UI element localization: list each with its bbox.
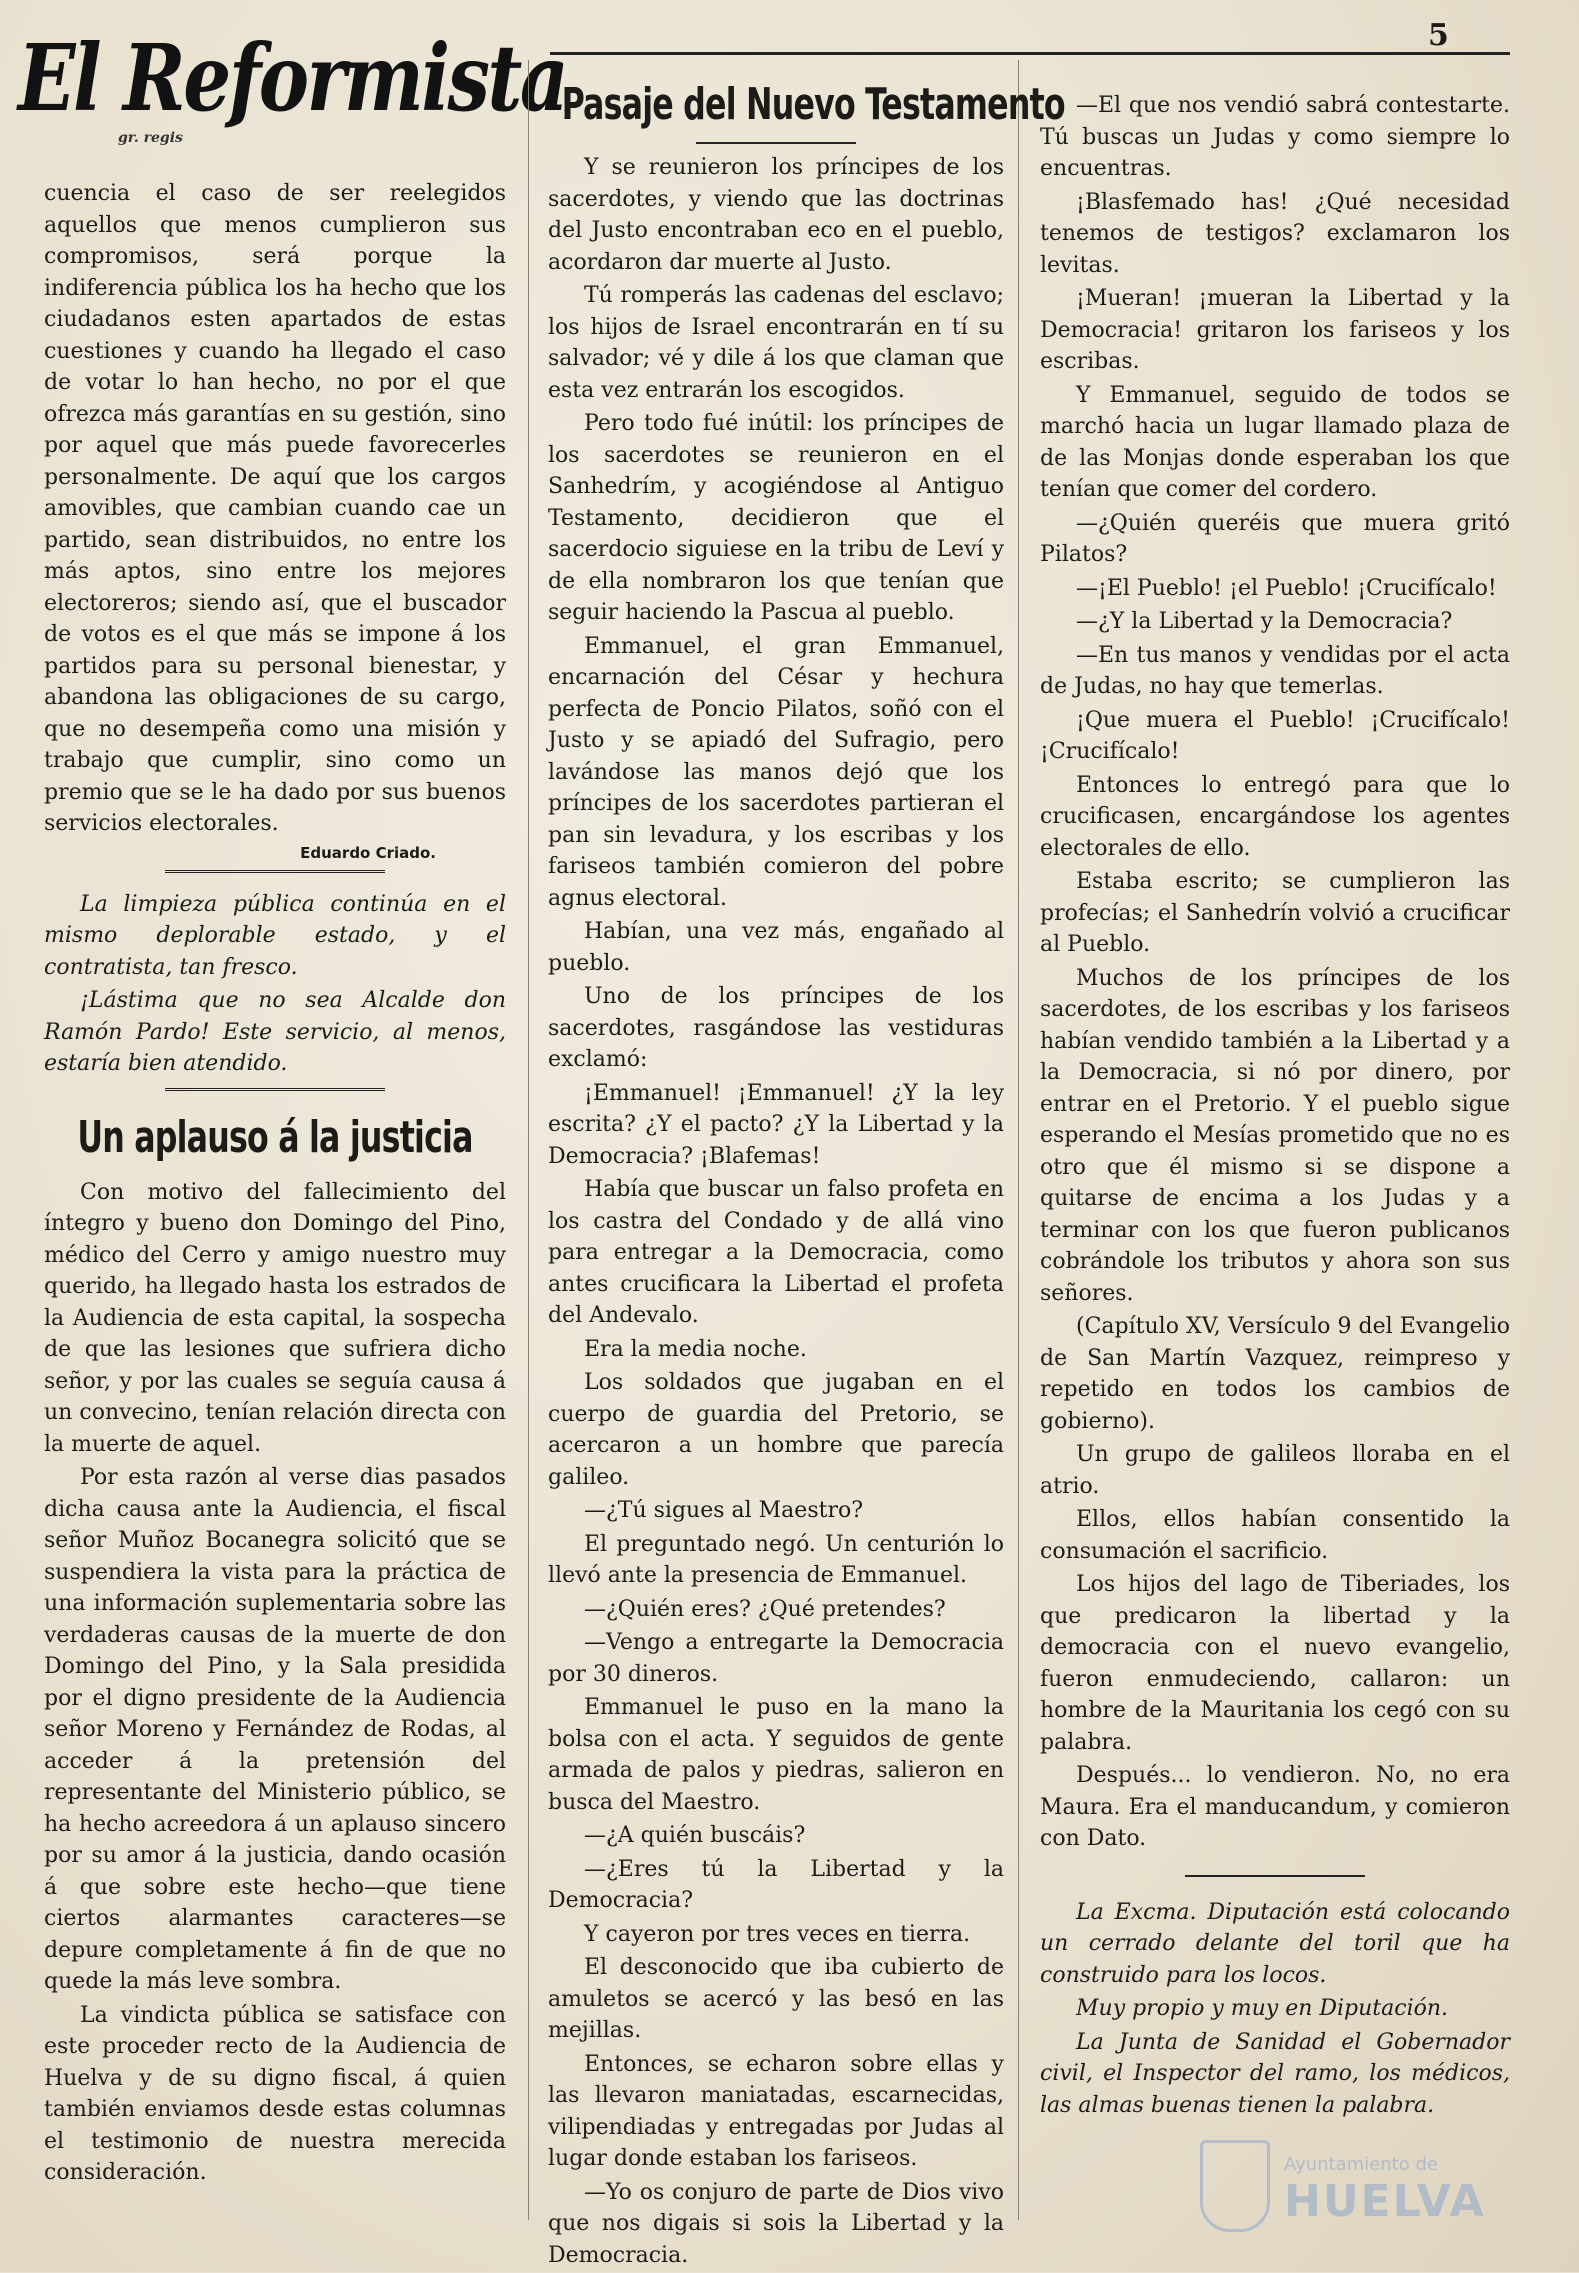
paragraph: Y Emmanuel, seguido de todos se marchó hacia un lugar llamado plaza de de las Monjas donde esperaban los que tenían que comer del cordero. bbox=[1040, 382, 1510, 502]
column-divider-2 bbox=[1018, 60, 1019, 2220]
coat-of-arms-icon bbox=[1200, 2140, 1270, 2232]
note-paragraph: La limpieza pública continúa en el mismo deplorable estado, y el contratista, tan fresco. bbox=[44, 891, 506, 980]
paragraph: Emmanuel le puso en la mano la bolsa con el acta. Y seguidos de gente armada de palos y piedras, salieron en busca del Maestro. bbox=[548, 1695, 1004, 1815]
section-rule bbox=[1185, 1875, 1365, 1877]
masthead bbox=[18, 18, 567, 168]
note-paragraph: ¡Lástima que no sea Alcalde don Ramón Pardo! Este servicio, al menos, estaría bien atendido. bbox=[44, 988, 506, 1076]
paragraph: —Yo os conjuro de parte de Dios vivo que nos digais si sois la Libertad y la Democracia. bbox=[548, 2179, 1004, 2268]
masthead-logo: El Reformista bbox=[18, 24, 567, 132]
paragraph: —¿Quién eres? ¿Qué pretendes? bbox=[584, 1596, 946, 1622]
column-3 bbox=[1040, 90, 1510, 2123]
note-paragraph: La Excma. Diputación está colocando un cerrado delante del toril que ha construido para los locos. bbox=[1040, 1899, 1510, 1988]
headline-aplauso: Un aplauso á la justicia bbox=[77, 1111, 473, 1163]
column-2 bbox=[548, 78, 1065, 2273]
signature: Eduardo Criado. bbox=[300, 843, 436, 862]
paragraph: Uno de los príncipes de los sacerdotes, rasgándose las vestiduras exclamó: bbox=[548, 984, 1004, 1072]
paragraph: Emmanuel, el gran Emmanuel, encarnación del César y hechura perfecta de Poncio Pilatos, soñó con el Justo y se apiadó del Sufragio, pero lavándose las manos dejó que los príncipes de los sacerdotes partieran el pan sin levadura, y los escribas y los fariseos también comieron del pobre agnus electoral. bbox=[548, 633, 1004, 911]
paragraph: ¡Que muera el Pueblo! ¡Crucifícalo! ¡Crucifícalo! bbox=[1040, 707, 1510, 764]
paragraph: cuencia el caso de ser reelegidos aquellos que menos cumplieron sus compromisos, será porque la indiferencia pública los ha hecho que los ciudadanos esten apartados de estas cuestiones y cuando ha llegado el caso de votar lo han hecho, no por el que ofrezca más garantías en su gestión, sino por aquel que más puede favorecerles personalmente. De aquí que los cargos amovibles, que cambian cuando cae un partido, sean distribuidos, no entre los más aptos, sino entre los mejores electoreros; siendo así, que el buscador de votos es el que más se impone á los partidos para su personal bienestar, y abandona las obligaciones de su cargo, que no desempeña como una misión y trabajo que cumplir, sino como un premio que se le ha dado por sus buenos servicios electorales. bbox=[44, 181, 506, 836]
note-paragraph: Muy propio y muy en Diputación. bbox=[1076, 1996, 1449, 2021]
paragraph: —¿Eres tú la Libertad y la Democracia? bbox=[548, 1856, 1004, 1913]
column-divider-1 bbox=[528, 60, 529, 2220]
paragraph: Después... lo vendieron. No, no era Maura. Era el manducandum, y comieron con Dato. bbox=[1040, 1763, 1510, 1851]
paragraph: Un grupo de galileos lloraba en el atrio. bbox=[1040, 1442, 1510, 1499]
paragraph: —¿Tú sigues al Maestro? bbox=[584, 1498, 864, 1523]
paragraph: —¿A quién buscáis? bbox=[584, 1823, 806, 1848]
col3-paragraphs bbox=[1040, 90, 1510, 1855]
paragraph: —El que nos vendió sabrá contestarte. Tú buscas un Judas y como siempre lo encuentras. bbox=[1040, 93, 1510, 181]
paragraph: Estaba escrito; se cumplieron las profecías; el Sanhedrín volvió a crucificar al Pueblo. bbox=[1040, 869, 1510, 957]
paragraph: Por esta razón al verse dias pasados dicha causa ante la Audiencia, el fiscal señor Muñoz Bocanegra solicitó que se suspendiera la vista para la práctica de una información suplementaria sobre las verdaderas causas de la muerte de don Domingo del Pino, y la Sala presidida por el digno presidente de la Audiencia señor Moreno y Fernández de Rodas, al acceder á la pretensión del representante del Ministerio público, se ha hecho acreedora á un aplauso sincero por su amor á la justicia, dando ocasión á que sobre este hecho—que tiene ciertos alarmantes caracteres—se depure completamente á fin de que no quede la más leve sombra. bbox=[44, 1465, 506, 1994]
headline-rule bbox=[696, 142, 856, 144]
paragraph: ¡Blasfemado has! ¿Qué necesidad tenemos de testigos? exclamaron los levitas. bbox=[1040, 189, 1510, 278]
section-rule bbox=[165, 870, 385, 879]
section-rule bbox=[165, 1088, 385, 1097]
paragraph: La vindicta pública se satisface con este proceder recto de la Audiencia de Huelva y de su digno fiscal, á quien también enviamos desde estas columnas el testimonio de nuestra merecida consideración. bbox=[44, 2002, 506, 2185]
headline-pasaje: Pasaje del Nuevo Testamento bbox=[561, 79, 1065, 130]
paragraph: Había que buscar un falso profeta en los castra del Condado y de allá vino para entregar a la Democracia, como antes crucificara la Libertad el profeta del Andevalo. bbox=[548, 1177, 1004, 1328]
paragraph: Los hijos del lago de Tiberiades, los que predicaron la libertad y la democracia con el nuevo evangelio, fueron enmudeciendo, callaron: un hombre de la Mauritania los cegó con su palabra. bbox=[1040, 1572, 1510, 1755]
paragraph: —Vengo a entregarte la Democracia por 30 dineros. bbox=[548, 1630, 1004, 1687]
archive-watermark bbox=[1200, 2140, 1500, 2230]
paragraph: Muchos de los príncipes de los sacerdotes, de los escribas y los fariseos habían vendido también a la Libertad y a la Democracia, si nó por dinero, por entrar en el Pretorio. Y el pueblo sigue esperando el Mesías prometido que no es otro que él mismo si se dispone a quitarse de encima a los Judas y a terminar con los que fueron publicanos cobrándole los tributos y ahora son sus señores. bbox=[1040, 965, 1510, 1306]
col3-note bbox=[1040, 1897, 1510, 2122]
paragraph: —¿Quién queréis que muera gritó Pilatos? bbox=[1040, 510, 1510, 567]
paragraph: Entonces lo entregó para que lo crucificasen, encargándose los agentes electorales de ello. bbox=[1040, 772, 1510, 861]
col1-paragraphs bbox=[44, 178, 506, 840]
paragraph: Era la media noche. bbox=[584, 1336, 807, 1362]
col2-paragraphs bbox=[548, 152, 1004, 2271]
paragraph: Entonces, se echaron sobre ellas y las llevaron maniatadas, escarnecidas, vilipendiadas y entregadas por Judas al lugar donde estaban los fariseos. bbox=[548, 2051, 1004, 2171]
paragraph: Y se reunieron los príncipes de los sacerdotes, y viendo que las doctrinas del Justo encontraban eco en el pueblo, acordaron dar muerte al Justo. bbox=[548, 155, 1004, 275]
note-paragraph: La Junta de Sanidad el Gobernador civil, el Inspector del ramo, los médicos, las almas buenas tienen la palabra. bbox=[1040, 2029, 1510, 2118]
paragraph: El desconocido que iba cubierto de amuletos se acercó y las besó en las mejillas. bbox=[548, 1955, 1004, 2043]
paragraph: Tú romperás las cadenas del esclavo; los hijos de Israel encontrarán en tí su salvador; vé y dile á los que claman que esta vez entrarán los escogidos. bbox=[548, 283, 1004, 403]
paragraph: Con motivo del fallecimiento del íntegro y bueno don Domingo del Pino, médico del Cerro y amigo nuestro muy querido, ha llegado hasta los estrados de la Audiencia de esta capital, la sospecha de que las lesiones que sufriera dicho señor, y por las cuales se seguía causa á un convecino, tenían relación directa con la muerte de aquel. bbox=[44, 1179, 506, 1457]
paragraph: Ellos, ellos habían consentido la consumación el sacrificio. bbox=[1040, 1507, 1510, 1564]
top-rule bbox=[550, 52, 1510, 55]
paragraph: —¿Y la Libertad y la Democracia? bbox=[1076, 609, 1453, 634]
column-1 bbox=[44, 178, 506, 2191]
paragraph: —¡El Pueblo! ¡el Pueblo! ¡Crucifícalo! bbox=[1076, 575, 1497, 601]
paragraph: ¡Mueran! ¡mueran la Libertad y la Democracia! gritaron los fariseos y los escribas. bbox=[1040, 286, 1510, 374]
paragraph: Y cayeron por tres veces en tierra. bbox=[584, 1921, 971, 1947]
paragraph: Habían, una vez más, engañado al pueblo. bbox=[548, 919, 1004, 976]
paragraph: (Capítulo XV, Versículo 9 del Evangelio de San Martín Vazquez, reimpreso y repetido en todos los cambios de gobierno). bbox=[1040, 1314, 1510, 1434]
paragraph: —En tus manos y vendidas por el acta de Judas, no hay que temerlas. bbox=[1040, 642, 1510, 699]
paragraph: El preguntado negó. Un centurión lo llevó ante la presencia de Emmanuel. bbox=[548, 1531, 1004, 1588]
paragraph: ¡Emmanuel! ¡Emmanuel! ¿Y la ley escrita? ¿Y el pacto? ¿Y la Libertad y la Democracia? ¡Blafemas! bbox=[548, 1080, 1004, 1169]
paragraph: Los soldados que jugaban en el cuerpo de guardia del Pretorio, se acercaron a un hombre que parecía galileo. bbox=[548, 1370, 1004, 1490]
watermark-line1: Ayuntamiento de bbox=[1284, 2154, 1438, 2175]
col1-article bbox=[44, 1177, 506, 2189]
watermark-line2: HUELVA bbox=[1284, 2176, 1486, 2227]
col1-note bbox=[44, 889, 506, 1080]
masthead-subtitle: gr. regis bbox=[118, 130, 183, 146]
paragraph: Pero todo fué inútil: los príncipes de los sacerdotes se reunieron en el Sanhedrím, y acogiéndose al Antiguo Testamento, decidieron que el sacerdocio siguiese en la tribu de Leví y de ella nombraron los que tenían que seguir haciendo la Pascua al pueblo. bbox=[548, 411, 1004, 625]
page-number: 5 bbox=[1428, 18, 1449, 53]
